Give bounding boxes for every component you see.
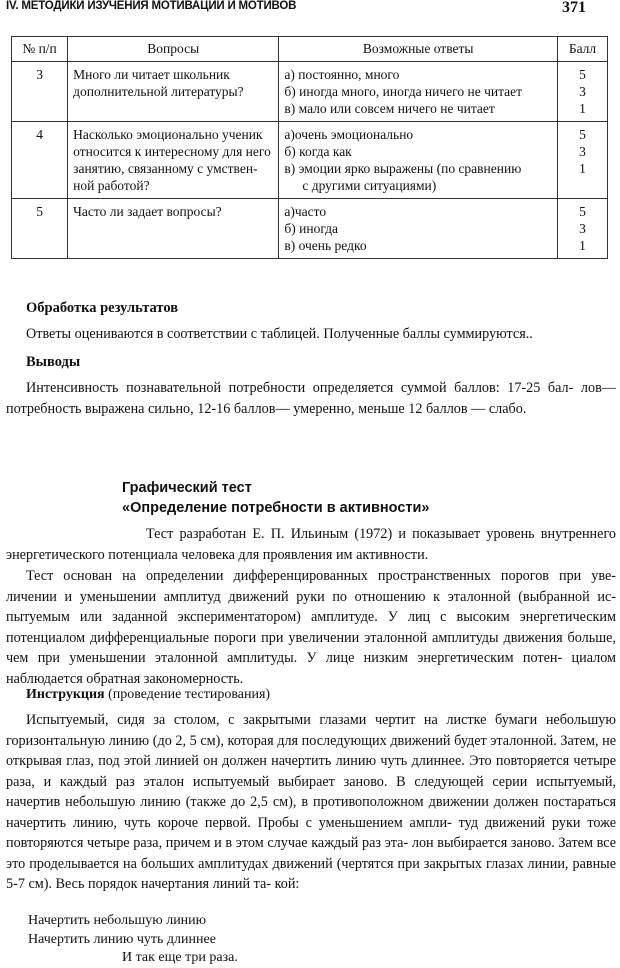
graphic-test-subtitle: «Определение потребности в активности» [122,500,430,516]
order-line: Начертить линию чуть длиннее [28,932,216,947]
question-line: Часто ли задает вопросы? [73,204,222,219]
question-line: Насколько эмоционально ученик [73,127,263,142]
column-header-score: Балл [557,37,607,62]
conclusions-text: Интенсивность познавательной потребности определяется суммой баллов: 17-25 бал- лов— потребность выражена сильно, 12-16 баллов— умеренно, меньше 12 баллов — слабо. [6,380,616,417]
answer-line: в) эмоции ярко выражены (по сравнению [284,161,522,176]
question-line: Много ли читает школьник [73,67,230,82]
answer-line: б) иногда много, иногда ничего не читает [284,84,523,99]
graphic-test-description: Тест основан на определении дифференцированных пространственных порогов при уве- личении и уменьшении амплитуд движений руки по отношению к эталонной (выбранной ис- пытуемым или заданной экспериментатором) амплитуде. У лиц с высоким энергетическим потенциалом дифференциальные пороги при увеличении эталонной амплитуды движения больше, чем при уменьшении эталонной амплитуды. У лице низким энергетическим потен- циалом наблюдается обратная закономерность. [6,568,616,687]
answers-cell [279,199,558,259]
row-number: 4 [12,122,68,199]
order-line: И так еще три раза. [122,950,238,965]
instruction-heading-note: (проведение тестирования) [108,687,271,702]
page-number: 371 [562,0,586,16]
question-line: ной работой? [73,178,150,193]
table-row [12,122,608,199]
instruction-heading-line [26,684,270,705]
question-line: дополнительной литературы? [73,84,244,99]
score: 1 [579,161,586,176]
graphic-test-intro: Тест разработан Е. П. Ильиным (1972) и показывает уровень внутреннего энергетического потенциала человека для проявления им активности. [6,526,616,563]
answer-line: в) очень редко [284,238,367,253]
row-number: 5 [12,199,68,259]
score: 1 [579,101,586,116]
instruction-text: Испытуемый, сидя за столом, с закрытыми глазами чертит на листке бумаги небольшую горизонтальную линию (до 2, 5 см), которая для последующих движений будет эталонной. Затем, не открывая глаз, под этой линией он должен начертить линию чуть длиннее. Это повторяется четыре раза, и каждый раз эталон испытуемый выбирает заново. В следующей серии испытуемый, начертив небольшую линию (также до 2,5 см), в противоположном движении должен постараться начертить линию, чуть короче первой. Пробы с уменьшением ампли- туд движений руки тоже повторяются четыре раза, причем и в этом случае каждый раз эта- лон выбирается заново. Затем все это проделывается на больших амплитудах движений (чертятся при закрытых глазах линии, равные 5-7 см). Весь порядок начертания линий та- кой: [6,712,616,892]
scores-cell [557,122,607,199]
conclusions-heading: Выводы [26,354,81,370]
answer-line: а)очень эмоционально [284,127,414,142]
score: 1 [579,238,586,253]
table-row [12,62,608,122]
score: 3 [579,221,586,236]
row-number: 3 [12,62,68,122]
score: 5 [579,127,586,142]
instruction-heading: Инструкция [26,687,105,702]
answer-line: с другими ситуациями) [302,178,437,193]
column-header-answers: Возможные ответы [279,37,558,62]
answer-line: а)часто [284,204,327,219]
questions-table [11,36,608,259]
scores-cell [557,199,607,259]
question-line: занятию, связанному с умствен- [73,161,258,176]
answer-line: в) мало или совсем ничего не читает [284,101,495,116]
graphic-test-title: Графический тест [122,480,252,496]
question-cell [68,62,279,122]
processing-heading: Обработка результатов [26,300,179,316]
answers-cell [279,62,558,122]
score: 3 [579,144,586,159]
question-line: относится к интересному для него [73,144,271,159]
answer-line: б) когда как [284,144,352,159]
score: 3 [579,84,586,99]
column-header-questions: Вопросы [68,37,279,62]
question-cell [68,122,279,199]
table-header-row [12,37,608,62]
answer-line: б) иногда [284,221,339,236]
scores-cell [557,62,607,122]
processing-text: Ответы оцениваются в соответствии с таблицей. Полученные баллы суммируются.. [26,326,533,342]
question-cell [68,199,279,259]
score: 5 [579,67,586,82]
score: 5 [579,204,586,219]
table-row [12,199,608,259]
column-header-number: № п/п [12,37,68,62]
order-line: Начертить небольшую линию [28,913,207,928]
running-title: IV. МЕТОДИКИ ИЗУЧЕНИЯ МОТИВАЦИИ И МОТИВОВ [6,0,297,12]
answer-line: а) постоянно, много [284,67,400,82]
answers-cell [279,122,558,199]
